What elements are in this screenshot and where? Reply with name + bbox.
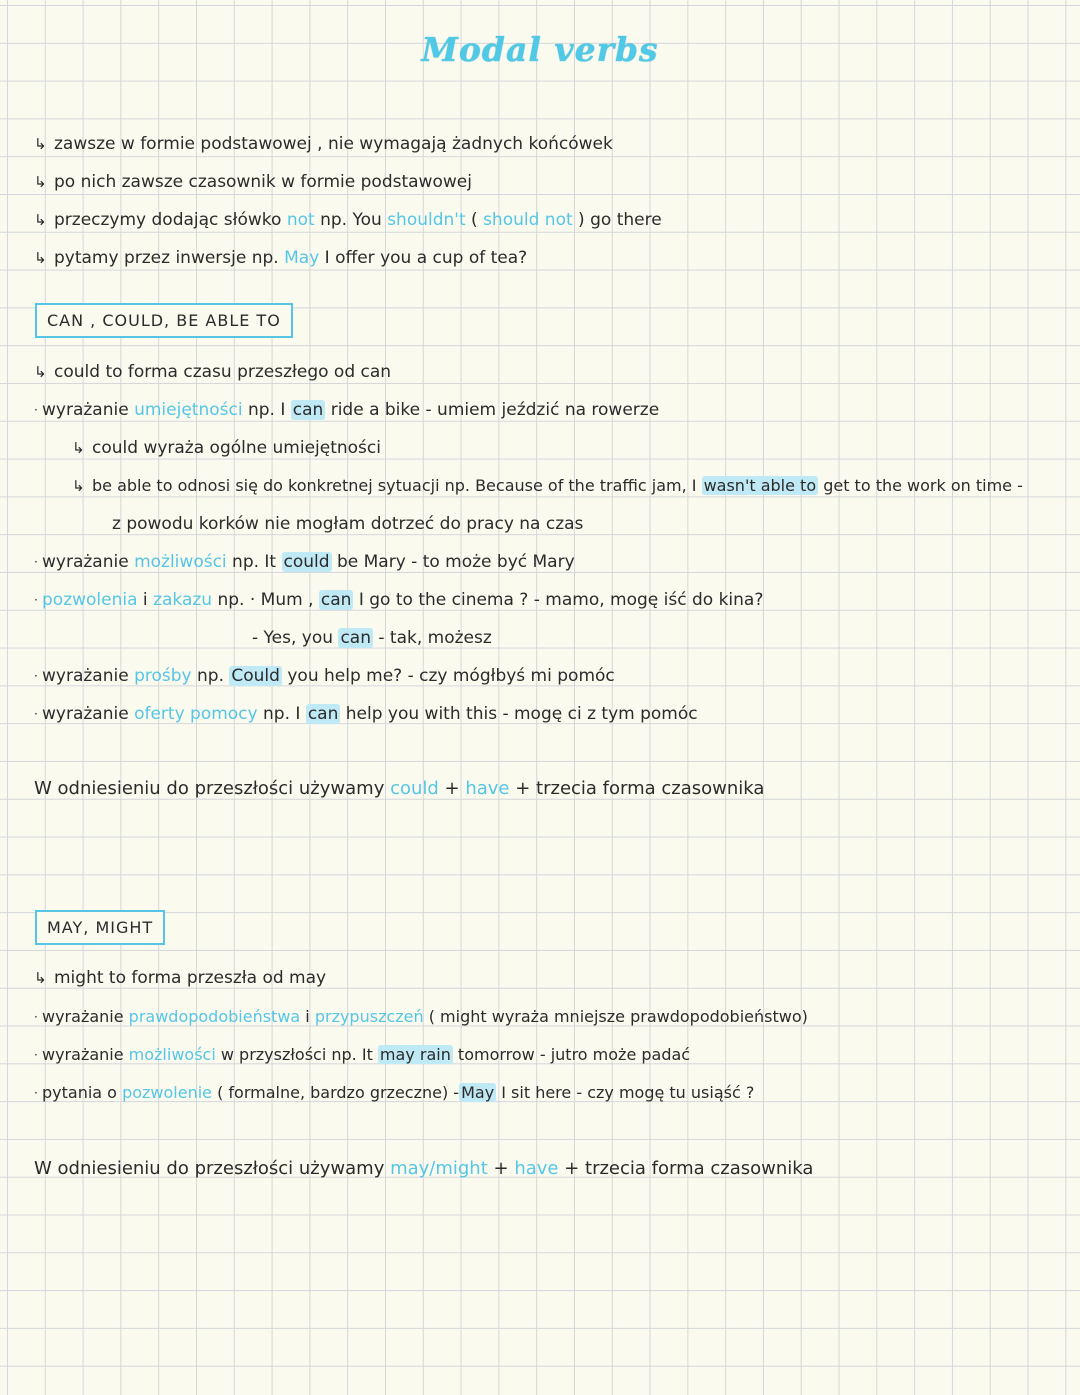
- section-header-can: CAN , COULD, BE ABLE TO: [35, 303, 293, 338]
- page-title: Modal verbs: [421, 30, 659, 69]
- arrow-bullet-icon: ↳: [34, 363, 47, 381]
- dot-bullet-icon: ·: [34, 555, 38, 569]
- dot-bullet-icon: ·: [34, 1086, 38, 1100]
- can-line-9: · wyrażanie prośby np. Could you help me? - czy mógłbyś mi pomóc: [34, 666, 615, 686]
- arrow-bullet-icon: ↳: [34, 173, 47, 191]
- can-line-6: · wyrażanie możliwości np. It could be Mary - to może być Mary: [34, 552, 575, 572]
- may-line-3: · wyrażanie możliwości w przyszłości np. It may rain tomorrow - jutro może padać: [34, 1043, 690, 1067]
- arrow-bullet-icon: ↳: [34, 211, 47, 229]
- intro-line-3: ↳ przeczymy dodając słówko not np. You shouldn't ( should not ) go there: [34, 210, 662, 230]
- dot-bullet-icon: ·: [34, 707, 38, 721]
- dot-bullet-icon: ·: [34, 669, 38, 683]
- dot-bullet-icon: ·: [34, 1010, 38, 1024]
- may-line-4: · pytania o pozwolenie ( formalne, bardzo grzeczne) - May I sit here - czy mogę tu usiąść ?: [34, 1081, 754, 1105]
- intro-line-2: ↳ po nich zawsze czasownik w formie podstawowej: [34, 172, 472, 192]
- can-past-line: W odniesieniu do przeszłości używamy could + have + trzecia forma czasownika: [34, 778, 765, 799]
- dot-bullet-icon: ·: [34, 593, 38, 607]
- can-line-8: - Yes, you can - tak, możesz: [252, 628, 492, 648]
- intro-line-1: ↳ zawsze w formie podstawowej , nie wymagają żadnych końcówek: [34, 134, 613, 154]
- can-line-1: ↳ could to forma czasu przeszłego od can: [34, 362, 392, 382]
- may-line-2: · wyrażanie prawdopodobieństwa i przypuszczeń ( might wyraża mniejsze prawdopodobieństwo): [34, 1005, 808, 1029]
- arrow-bullet-icon: ↳: [34, 135, 47, 153]
- can-line-5: z powodu korków nie mogłam dotrzeć do pracy na czas: [112, 514, 584, 534]
- arrow-bullet-icon: ↳: [72, 477, 85, 495]
- can-line-2: · wyrażanie umiejętności np. I can ride a bike - umiem jeździć na rowerze: [34, 400, 660, 420]
- arrow-bullet-icon: ↳: [34, 249, 47, 267]
- dot-bullet-icon: ·: [34, 1048, 38, 1062]
- can-line-4: ↳ be able to odnosi się do konkretnej sytuacji np. Because of the traffic jam, I wasn't able to get to the work on time -: [72, 474, 1023, 498]
- may-line-1: ↳ might to forma przeszła od may: [34, 968, 327, 988]
- arrow-bullet-icon: ↳: [34, 969, 47, 987]
- dot-bullet-icon: ·: [34, 403, 38, 417]
- may-past-line: W odniesieniu do przeszłości używamy may/might + have + trzecia forma czasownika: [34, 1158, 814, 1179]
- arrow-bullet-icon: ↳: [72, 439, 85, 457]
- can-line-7: · pozwolenia i zakazu np. · Mum , can I go to the cinema ? - mamo, mogę iść do kina?: [34, 590, 764, 610]
- section-header-may: MAY, MIGHT: [35, 910, 165, 945]
- intro-line-4: ↳ pytamy przez inwersje np. May I offer you a cup of tea?: [34, 248, 528, 268]
- can-line-10: · wyrażanie oferty pomocy np. I can help you with this - mogę ci z tym pomóc: [34, 704, 698, 724]
- can-line-3: ↳ could wyraża ogólne umiejętności: [72, 438, 381, 458]
